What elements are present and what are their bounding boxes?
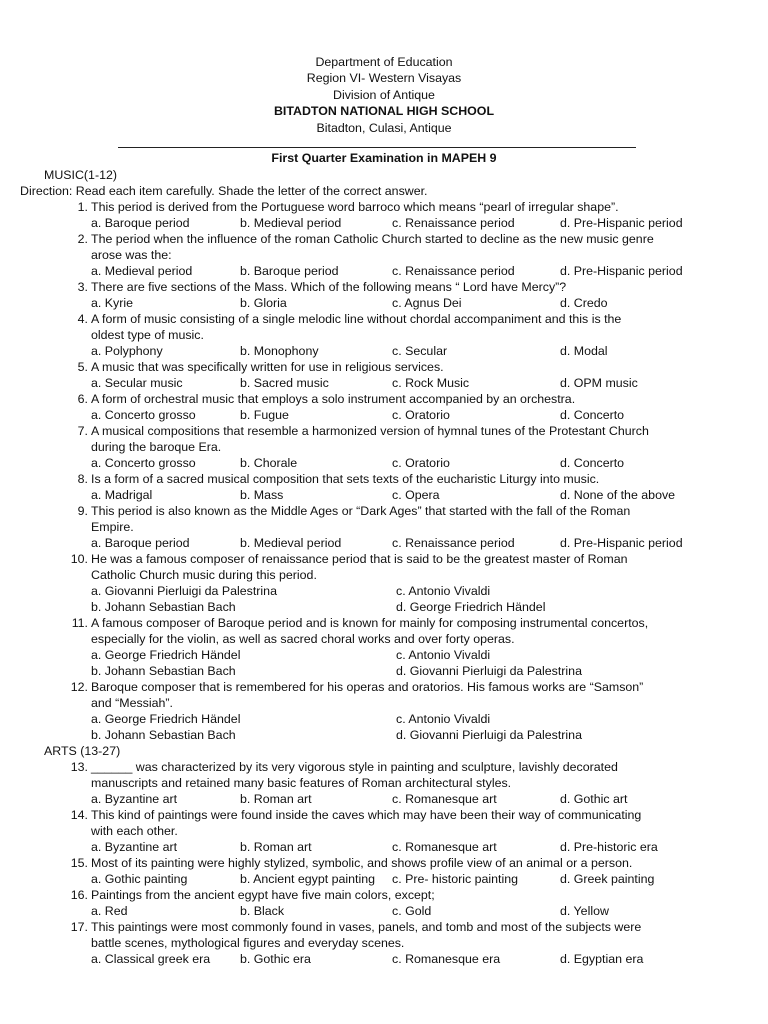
answer-choice[interactable]: a. Concerto grosso [91, 408, 196, 422]
answer-choice[interactable]: a. Medieval period [91, 264, 193, 278]
question-number: 8. [77, 472, 88, 486]
question-row [0, 391, 768, 407]
question-number: 5. [77, 360, 88, 374]
question-number: 17. [70, 920, 88, 934]
answer-choice[interactable]: d. Pre-Hispanic period [560, 216, 683, 230]
answer-choice[interactable]: a. George Friedrich Händel [91, 712, 241, 726]
choices-row [0, 487, 768, 503]
answer-choice[interactable]: c. Renaissance period [392, 264, 515, 278]
choices-row [0, 791, 768, 807]
answer-choice[interactable]: d. None of the above [560, 488, 676, 502]
answer-choice[interactable]: b. Black [240, 904, 285, 918]
choices-row [0, 407, 768, 423]
arts-section-heading: ARTS (13-27) [44, 744, 121, 758]
question-number: 13. [70, 760, 88, 774]
question-row [0, 919, 768, 935]
document-header [0, 54, 768, 136]
answer-choice[interactable]: a. George Friedrich Händel [91, 648, 241, 662]
question-number: 3. [77, 280, 88, 294]
choices-row [0, 535, 768, 551]
arts-questions [0, 759, 768, 967]
answer-choice[interactable]: b. Roman art [240, 840, 312, 854]
question-number: 15. [70, 856, 88, 870]
question-text: This period is also known as the Middle Ages or “Dark Ages” that started with the fall of the Roman [91, 504, 631, 518]
answer-choice[interactable]: d. Modal [560, 344, 608, 358]
answer-choice[interactable]: b. Baroque period [240, 264, 339, 278]
question-text: The period when the influence of the roman Catholic Church started to decline as the new music genre [91, 232, 654, 246]
answer-choice[interactable]: a. Classical greek era [91, 952, 211, 966]
exam-title: First Quarter Examination in MAPEH 9 [271, 151, 497, 165]
department-name: Department of Education [315, 55, 453, 69]
choices-row [0, 951, 768, 967]
answer-choice[interactable]: b. Ancient egypt painting [240, 872, 376, 886]
question-text: This paintings were most commonly found in vases, panels, and tomb and most of the subjects were [91, 920, 642, 934]
question-text: A music that was specifically written for use in religious services. [91, 360, 444, 374]
question-text: oldest type of music. [91, 328, 204, 342]
answer-choice[interactable]: b. Roman art [240, 792, 312, 806]
question-text: A form of orchestral music that employs a solo instrument accompanied by an orchestra. [91, 392, 576, 406]
answer-choice[interactable]: d. OPM music [560, 376, 638, 390]
school-name: BITADTON NATIONAL HIGH SCHOOL [273, 104, 495, 119]
choices-row [0, 263, 768, 279]
question-number: 16. [70, 888, 88, 902]
choices-row [0, 215, 768, 231]
direction-text: Direction: Read each item carefully. Shade the letter of the correct answer. [20, 184, 428, 198]
question-text: during the baroque Era. [91, 440, 222, 454]
question-row [0, 199, 768, 215]
question-row [0, 759, 768, 775]
choices-row [0, 583, 768, 599]
music-questions [0, 199, 768, 743]
school-address: Bitadton, Culasi, Antique [316, 120, 452, 135]
answer-choice[interactable]: d. George Friedrich Händel [396, 600, 546, 614]
question-row [0, 935, 768, 951]
answer-choice[interactable]: b. Mass [240, 488, 284, 502]
question-text: This period is derived from the Portuguese word barroco which means “pearl of irregular shape”. [91, 200, 619, 214]
answer-choice[interactable]: d. Pre-Hispanic period [560, 264, 683, 278]
answer-choice[interactable]: c. Antonio Vivaldi [396, 648, 491, 662]
choices-row [0, 727, 768, 743]
question-number: 10. [70, 552, 88, 566]
answer-choice[interactable]: a. Baroque period [91, 536, 190, 550]
question-row [0, 311, 768, 327]
question-text: A famous composer of Baroque period and is known for mainly for composing instrumental concertos, [91, 616, 649, 630]
answer-choice[interactable]: c. Agnus Dei [392, 296, 462, 310]
question-row [0, 887, 768, 903]
answer-choice[interactable]: c. Rock Music [392, 376, 470, 390]
answer-choice[interactable]: a. Concerto grosso [91, 456, 196, 470]
answer-choice[interactable]: b. Medieval period [240, 536, 342, 550]
answer-choice[interactable]: d. Giovanni Pierluigi da Palestrina [396, 664, 582, 678]
question-text: There are five sections of the Mass. Which of the following means “ Lord have Mercy”? [91, 280, 567, 294]
answer-choice[interactable]: a. Gothic painting [91, 872, 188, 886]
question-text: Catholic Church music during this period. [91, 568, 317, 582]
choices-row [0, 711, 768, 727]
answer-choice[interactable]: b. Johann Sebastian Bach [91, 600, 236, 614]
question-text: battle scenes, mythological figures and everyday scenes. [91, 936, 405, 950]
choices-row [0, 903, 768, 919]
answer-choice[interactable]: d. Pre-Hispanic period [560, 536, 683, 550]
answer-choice[interactable]: b. Fugue [240, 408, 289, 422]
music-section-heading-row [0, 167, 768, 183]
answer-choice[interactable]: b. Johann Sebastian Bach [91, 728, 236, 742]
question-text: Baroque composer that is remembered for his operas and oratorios. His famous works are “Samson” [91, 680, 644, 694]
question-text: arose was the: [91, 248, 172, 262]
choices-row [0, 375, 768, 391]
answer-choice[interactable]: d. Gothic art [560, 792, 628, 806]
answer-choice[interactable]: d. Yellow [560, 904, 609, 918]
choices-row [0, 663, 768, 679]
answer-choice[interactable]: a. Kyrie [91, 296, 134, 310]
question-row [0, 439, 768, 455]
answer-choice[interactable]: a. Byzantine art [91, 792, 178, 806]
answer-choice[interactable]: c. Renaissance period [392, 216, 515, 230]
question-text: ______ was characterized by its very vigorous style in painting and sculpture, lavishly decorated [91, 760, 618, 774]
answer-choice[interactable]: d. Credo [560, 296, 608, 310]
question-text: Empire. [91, 520, 134, 534]
question-row [0, 503, 768, 519]
choices-row [0, 343, 768, 359]
answer-choice[interactable]: d. Giovanni Pierluigi da Palestrina [396, 728, 582, 742]
choices-row [0, 871, 768, 887]
question-text: Paintings from the ancient egypt have five main colors, except; [91, 888, 435, 902]
question-row [0, 519, 768, 535]
question-row [0, 807, 768, 823]
answer-choice[interactable]: b. Sacred music [240, 376, 329, 390]
question-row [0, 551, 768, 567]
answer-choice[interactable]: c. Romanesque art [392, 840, 497, 854]
question-text: especially for the violin, as well as sacred choral works and over forty operas. [91, 632, 515, 646]
question-number: 14. [70, 808, 88, 822]
question-text: Most of its painting were highly stylized, symbolic, and shows profile view of an animal or a person. [91, 856, 633, 870]
question-text: This kind of paintings were found inside the caves which may have been their way of communicating [91, 808, 642, 822]
music-section-heading: MUSIC(1-12) [44, 168, 117, 182]
choices-row [0, 455, 768, 471]
question-number: 7. [77, 424, 88, 438]
question-row [0, 823, 768, 839]
answer-choice[interactable]: c. Antonio Vivaldi [396, 584, 491, 598]
answer-choice[interactable]: c. Romanesque art [392, 792, 497, 806]
header-divider [118, 147, 636, 148]
answer-choice[interactable]: c. Oratorio [392, 456, 450, 470]
answer-choice[interactable]: c. Pre- historic painting [392, 872, 519, 886]
question-text: manuscripts and retained many basic features of Roman architectural styles. [91, 776, 512, 790]
answer-choice[interactable]: c. Romanesque era [392, 952, 501, 966]
division-name: Division of Antique [333, 87, 435, 102]
question-row [0, 359, 768, 375]
answer-choice[interactable]: c. Antonio Vivaldi [396, 712, 491, 726]
answer-choice[interactable]: c. Gold [392, 904, 432, 918]
direction-row [0, 183, 768, 199]
answer-choice[interactable]: c. Oratorio [392, 408, 450, 422]
answer-choice[interactable]: d. Concerto [560, 408, 625, 422]
answer-choice[interactable]: a. Red [91, 904, 128, 918]
answer-choice[interactable]: a. Secular music [91, 376, 183, 390]
question-text: A form of music consisting of a single melodic line without chordal accompaniment and this is the [91, 312, 622, 326]
question-row [0, 423, 768, 439]
answer-choice[interactable]: a. Giovanni Pierluigi da Palestrina [91, 584, 277, 598]
question-row [0, 279, 768, 295]
answer-choice[interactable]: d. Egyptian era [560, 952, 644, 966]
answer-choice[interactable]: b. Johann Sebastian Bach [91, 664, 236, 678]
answer-choice[interactable]: d. Concerto [560, 456, 625, 470]
question-row [0, 567, 768, 583]
question-number: 2. [77, 232, 88, 246]
answer-choice[interactable]: a. Polyphony [91, 344, 163, 358]
arts-section-heading-row [0, 743, 768, 759]
question-text: Is a form of a sacred musical composition that sets texts of the eucharistic Liturgy into music. [91, 472, 600, 486]
question-row [0, 615, 768, 631]
question-row [0, 775, 768, 791]
answer-choice[interactable]: b. Chorale [240, 456, 298, 470]
question-number: 9. [77, 504, 88, 518]
region-name: Region VI- Western Visayas [306, 71, 462, 86]
question-row [0, 327, 768, 343]
choices-row [0, 295, 768, 311]
question-text: with each other. [91, 824, 178, 838]
question-row [0, 247, 768, 263]
question-number: 1. [77, 200, 88, 214]
choices-row [0, 647, 768, 663]
question-number: 4. [77, 312, 88, 326]
answer-choice[interactable]: b. Monophony [240, 344, 319, 358]
answer-choice[interactable]: a. Baroque period [91, 216, 190, 230]
question-number: 12. [70, 680, 88, 694]
answer-choice[interactable]: b. Gloria [240, 296, 287, 310]
exam-body [0, 167, 768, 967]
choices-row [0, 599, 768, 615]
question-row [0, 471, 768, 487]
question-number: 11. [71, 616, 88, 630]
answer-choice[interactable]: a. Madrigal [91, 488, 153, 502]
question-row [0, 631, 768, 647]
question-text: and “Messiah”. [91, 696, 173, 710]
answer-choice[interactable]: c. Renaissance period [392, 536, 515, 550]
question-number: 6. [77, 392, 88, 406]
answer-choice[interactable]: d. Pre-historic era [560, 840, 658, 854]
answer-choice[interactable]: b. Medieval period [240, 216, 342, 230]
question-row [0, 695, 768, 711]
question-text: A musical compositions that resemble a harmonized version of hymnal tunes of the Protestant Church [91, 424, 649, 438]
choices-row [0, 839, 768, 855]
answer-choice[interactable]: a. Byzantine art [91, 840, 178, 854]
answer-choice[interactable]: c. Secular [392, 344, 448, 358]
answer-choice[interactable]: d. Greek painting [560, 872, 655, 886]
question-row [0, 231, 768, 247]
question-row [0, 855, 768, 871]
question-text: He was a famous composer of renaissance period that is said to be the greatest master of Roman [91, 552, 628, 566]
answer-choice[interactable]: c. Opera [392, 488, 440, 502]
question-row [0, 679, 768, 695]
answer-choice[interactable]: b. Gothic era [240, 952, 311, 966]
